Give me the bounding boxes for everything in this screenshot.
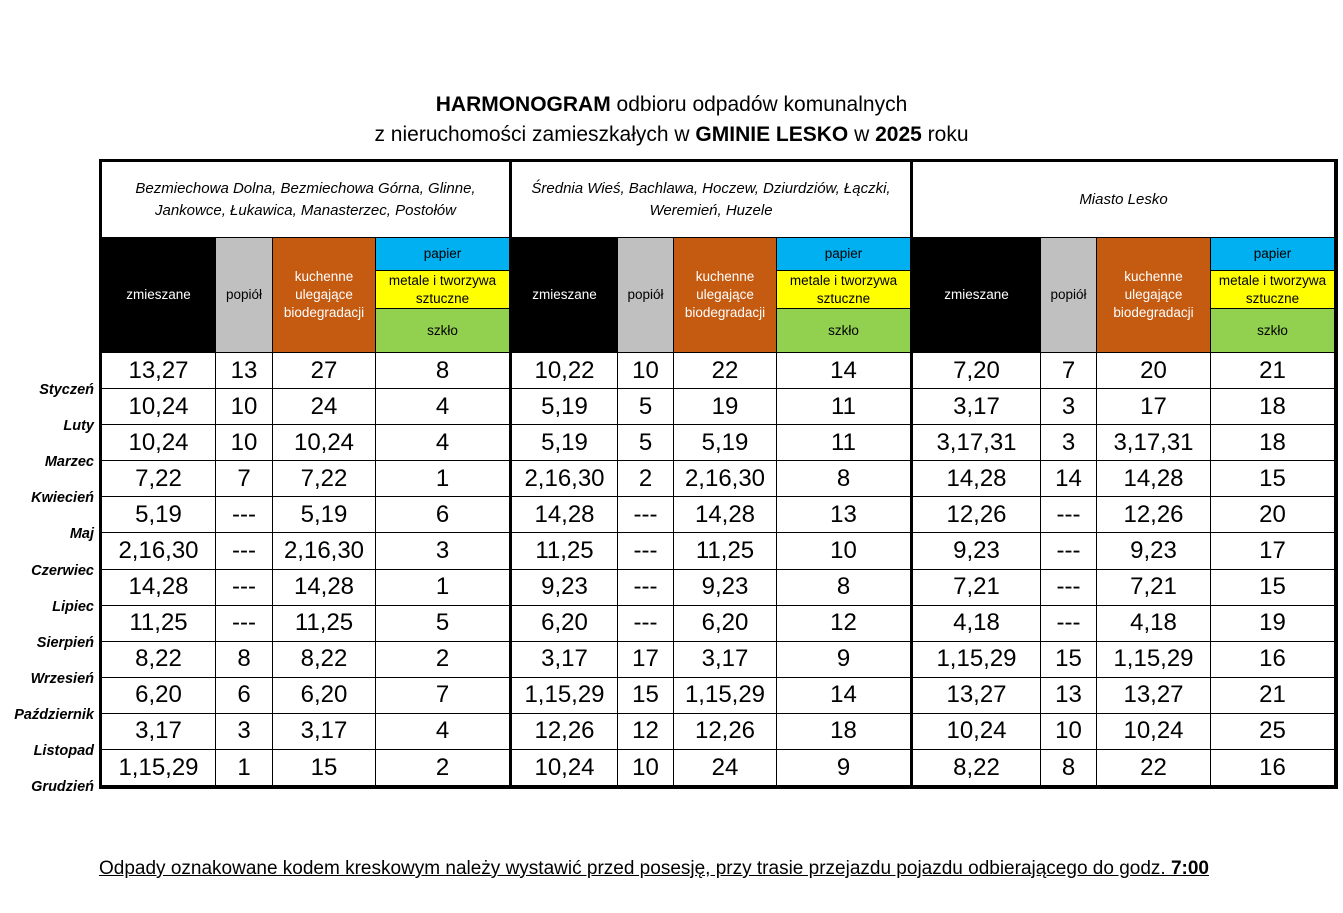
- schedule-cell: 6,20: [273, 678, 376, 714]
- col-zmieszane: zmieszane: [102, 238, 216, 353]
- schedule-cell: 3: [1041, 425, 1097, 461]
- schedule-cell: 27: [273, 353, 376, 389]
- schedule-cell: 10,24: [1097, 714, 1211, 750]
- schedule-cell: 13,27: [102, 353, 216, 389]
- schedule-cell: 7: [376, 678, 512, 714]
- title-year: 2025: [875, 123, 922, 146]
- schedule-cell: 14,28: [913, 461, 1041, 497]
- schedule-cell: 1: [376, 570, 512, 606]
- schedule-cell: 2: [618, 461, 674, 497]
- schedule-cell: ---: [216, 570, 273, 606]
- schedule-cell: 8: [777, 461, 913, 497]
- schedule-cell: 1,15,29: [512, 678, 618, 714]
- schedule-cell: 9: [777, 750, 913, 786]
- col-popiol: popiół: [1041, 238, 1097, 353]
- schedule-cell: 12: [618, 714, 674, 750]
- schedule-cell: 12,26: [913, 497, 1041, 533]
- schedule-cell: 9,23: [913, 533, 1041, 569]
- schedule-cell: 11,25: [512, 533, 618, 569]
- schedule-cell: 7,21: [913, 570, 1041, 606]
- schedule-cell: 7: [1041, 353, 1097, 389]
- col-metale: metale i tworzywa sztuczne: [777, 271, 913, 309]
- schedule-cell: 2,16,30: [512, 461, 618, 497]
- schedule-cell: 7,22: [102, 461, 216, 497]
- col-papier: papier: [1211, 238, 1335, 271]
- schedule-cell: 11: [777, 389, 913, 425]
- col-papier: papier: [777, 238, 913, 271]
- schedule-cell: 12,26: [512, 714, 618, 750]
- schedule-cell: 5,19: [512, 425, 618, 461]
- col-zmieszane: zmieszane: [913, 238, 1041, 353]
- schedule-cell: 17: [1211, 533, 1335, 569]
- schedule-cell: 1,15,29: [102, 750, 216, 786]
- schedule-cell: ---: [618, 533, 674, 569]
- schedule-cell: 13: [1041, 678, 1097, 714]
- title-line2-b: w: [848, 123, 876, 146]
- schedule-cell: 10,22: [512, 353, 618, 389]
- schedule-cell: 22: [1097, 750, 1211, 786]
- month-label: Sierpień: [36, 634, 94, 651]
- month-label: Maj: [69, 526, 94, 543]
- schedule-cell: 7: [216, 461, 273, 497]
- schedule-cell: 13: [777, 497, 913, 533]
- schedule-cell: 18: [1211, 389, 1335, 425]
- document-title: [0, 90, 1343, 150]
- col-kuchenne: kuchenne ulegające biodegradacji: [273, 238, 376, 353]
- schedule-cell: 2,16,30: [102, 533, 216, 569]
- title-line2-c: roku: [921, 123, 969, 146]
- schedule-cell: 18: [1211, 425, 1335, 461]
- schedule-cell: 15: [1041, 642, 1097, 678]
- schedule-cell: 1: [216, 750, 273, 786]
- col-popiol: popiół: [618, 238, 674, 353]
- schedule-cell: 7,21: [1097, 570, 1211, 606]
- schedule-cell: 4: [376, 389, 512, 425]
- schedule-cell: 11,25: [674, 533, 777, 569]
- schedule-cell: 10: [216, 425, 273, 461]
- schedule-cell: 5: [376, 606, 512, 642]
- schedule-cell: 16: [1211, 750, 1335, 786]
- schedule-cell: 19: [674, 389, 777, 425]
- schedule-cell: 7,20: [913, 353, 1041, 389]
- schedule-cell: 16: [1211, 642, 1335, 678]
- schedule-cell: 9,23: [1097, 533, 1211, 569]
- schedule-cell: ---: [618, 497, 674, 533]
- schedule-cell: 1,15,29: [674, 678, 777, 714]
- schedule-cell: ---: [618, 570, 674, 606]
- col-szklo: szkło: [376, 309, 512, 353]
- month-label: Lipiec: [52, 598, 94, 615]
- schedule-cell: 8: [376, 353, 512, 389]
- schedule-cell: 21: [1211, 678, 1335, 714]
- schedule-cell: 4: [376, 425, 512, 461]
- schedule-cell: 8: [1041, 750, 1097, 786]
- title-gmina: GMINIE LESKO: [695, 123, 849, 146]
- col-szklo: szkło: [1211, 309, 1335, 353]
- schedule-cell: 5: [618, 389, 674, 425]
- schedule-cell: 5: [618, 425, 674, 461]
- footer-note: [99, 858, 1209, 880]
- schedule-cell: 13,27: [1097, 678, 1211, 714]
- schedule-cell: 5,19: [512, 389, 618, 425]
- schedule-cell: 1: [376, 461, 512, 497]
- schedule-cell: 14,28: [102, 570, 216, 606]
- schedule-cell: 3,17: [512, 642, 618, 678]
- schedule-cell: 12: [777, 606, 913, 642]
- region-header: Bezmiechowa Dolna, Bezmiechowa Górna, Glinne, Jankowce, Łukawica, Manasterzec, Postołów: [102, 162, 512, 238]
- schedule-cell: 1,15,29: [1097, 642, 1211, 678]
- col-popiol: popiół: [216, 238, 273, 353]
- col-metale: metale i tworzywa sztuczne: [376, 271, 512, 309]
- schedule-cell: 14,28: [1097, 461, 1211, 497]
- title-line2-a: z nieruchomości zamieszkałych w: [374, 123, 696, 146]
- schedule-cell: 3,17: [273, 714, 376, 750]
- schedule-cell: 6,20: [102, 678, 216, 714]
- schedule-cell: 3,17: [674, 642, 777, 678]
- schedule-cell: 14,28: [674, 497, 777, 533]
- month-label: Październik: [14, 706, 94, 723]
- month-label: Marzec: [44, 454, 94, 471]
- schedule-cell: ---: [1041, 497, 1097, 533]
- schedule-cell: 3,17,31: [1097, 425, 1211, 461]
- title-harmonogram: HARMONOGRAM: [435, 93, 611, 116]
- schedule-cell: 1,15,29: [913, 642, 1041, 678]
- schedule-cell: 10: [1041, 714, 1097, 750]
- schedule-cell: 2,16,30: [273, 533, 376, 569]
- schedule-cell: 14,28: [512, 497, 618, 533]
- schedule-cell: 6: [216, 678, 273, 714]
- schedule-cell: 10,24: [512, 750, 618, 786]
- schedule-cell: 10,24: [913, 714, 1041, 750]
- schedule-cell: 15: [618, 678, 674, 714]
- schedule-cell: 14,28: [273, 570, 376, 606]
- schedule-cell: 10,24: [102, 389, 216, 425]
- schedule-cell: 3: [376, 533, 512, 569]
- schedule-cell: 3,17,31: [913, 425, 1041, 461]
- schedule-cell: 4,18: [1097, 606, 1211, 642]
- region-header: Miasto Lesko: [913, 162, 1335, 238]
- title-line1-rest: odbioru odpadów komunalnych: [610, 93, 908, 116]
- schedule-cell: 14: [777, 353, 913, 389]
- schedule-cell: 6,20: [512, 606, 618, 642]
- month-label: Luty: [63, 418, 94, 435]
- schedule-cell: 6,20: [674, 606, 777, 642]
- schedule-cell: 5,19: [102, 497, 216, 533]
- schedule-cell: ---: [1041, 533, 1097, 569]
- schedule-cell: 8,22: [273, 642, 376, 678]
- schedule-cell: 9,23: [674, 570, 777, 606]
- schedule-cell: 17: [618, 642, 674, 678]
- region-header: Średnia Wieś, Bachlawa, Hoczew, Dziurdziów, Łączki, Weremień, Huzele: [512, 162, 913, 238]
- schedule-cell: 11,25: [102, 606, 216, 642]
- col-zmieszane: zmieszane: [512, 238, 618, 353]
- schedule-cell: 12,26: [1097, 497, 1211, 533]
- schedule-cell: 4: [376, 714, 512, 750]
- schedule-cell: 13,27: [913, 678, 1041, 714]
- schedule-cell: ---: [1041, 570, 1097, 606]
- schedule-cell: 20: [1211, 497, 1335, 533]
- col-metale: metale i tworzywa sztuczne: [1211, 271, 1335, 309]
- schedule-cell: 15: [1211, 461, 1335, 497]
- title-line-2: [0, 120, 1343, 150]
- schedule-cell: 3,17: [102, 714, 216, 750]
- schedule-cell: 11,25: [273, 606, 376, 642]
- schedule-cell: ---: [216, 497, 273, 533]
- schedule-cell: 12,26: [674, 714, 777, 750]
- schedule-cell: 10: [777, 533, 913, 569]
- schedule-cell: 18: [777, 714, 913, 750]
- month-label: Wrzesień: [30, 670, 94, 687]
- schedule-cell: 19: [1211, 606, 1335, 642]
- schedule-cell: 9: [777, 642, 913, 678]
- schedule-cell: 5,19: [273, 497, 376, 533]
- schedule-cell: 5,19: [674, 425, 777, 461]
- schedule-cell: 9,23: [512, 570, 618, 606]
- schedule-cell: 2: [376, 750, 512, 786]
- schedule-cell: 8: [777, 570, 913, 606]
- schedule-cell: 13: [216, 353, 273, 389]
- schedule-cell: 3,17: [913, 389, 1041, 425]
- schedule-cell: 24: [273, 389, 376, 425]
- footer-text: Odpady oznakowane kodem kreskowym należy wystawić przed posesję, przy trasie przejazdu pojazdu odbierającego do godz.: [99, 858, 1171, 879]
- schedule-cell: 15: [1211, 570, 1335, 606]
- schedule-cell: 2: [376, 642, 512, 678]
- title-line-1: [0, 90, 1343, 120]
- schedule-cell: 25: [1211, 714, 1335, 750]
- month-label: Kwiecień: [31, 490, 94, 507]
- schedule-cell: 14: [777, 678, 913, 714]
- footer-time: 7:00: [1170, 858, 1209, 879]
- schedule-cell: 11: [777, 425, 913, 461]
- schedule-cell: 8: [216, 642, 273, 678]
- schedule-cell: 8,22: [913, 750, 1041, 786]
- col-kuchenne: kuchenne ulegające biodegradacji: [674, 238, 777, 353]
- schedule-cell: 4,18: [913, 606, 1041, 642]
- month-label: Czerwiec: [31, 562, 94, 579]
- schedule-cell: ---: [1041, 606, 1097, 642]
- schedule-cell: ---: [618, 606, 674, 642]
- schedule-cell: 10,24: [102, 425, 216, 461]
- schedule-cell: 10,24: [273, 425, 376, 461]
- month-label: Styczeń: [39, 382, 94, 399]
- schedule-cell: 6: [376, 497, 512, 533]
- schedule-cell: 3: [216, 714, 273, 750]
- schedule-cell: 10: [618, 353, 674, 389]
- schedule-cell: ---: [216, 533, 273, 569]
- col-papier: papier: [376, 238, 512, 271]
- schedule-cell: ---: [216, 606, 273, 642]
- schedule-cell: 8,22: [102, 642, 216, 678]
- schedule-cell: 17: [1097, 389, 1211, 425]
- schedule-cell: 10: [618, 750, 674, 786]
- schedule-cell: 15: [273, 750, 376, 786]
- schedule-cell: 21: [1211, 353, 1335, 389]
- schedule-cell: 14: [1041, 461, 1097, 497]
- month-label: Grudzień: [31, 779, 94, 796]
- schedule-cell: 3: [1041, 389, 1097, 425]
- schedule-cell: 7,22: [273, 461, 376, 497]
- schedule-cell: 24: [674, 750, 777, 786]
- month-label: Listopad: [33, 742, 94, 759]
- schedule-cell: 10: [216, 389, 273, 425]
- schedule-cell: 2,16,30: [674, 461, 777, 497]
- col-szklo: szkło: [777, 309, 913, 353]
- month-labels: [0, 372, 94, 805]
- schedule-table: [99, 159, 1338, 789]
- schedule-cell: 20: [1097, 353, 1211, 389]
- col-kuchenne: kuchenne ulegające biodegradacji: [1097, 238, 1211, 353]
- schedule-cell: 22: [674, 353, 777, 389]
